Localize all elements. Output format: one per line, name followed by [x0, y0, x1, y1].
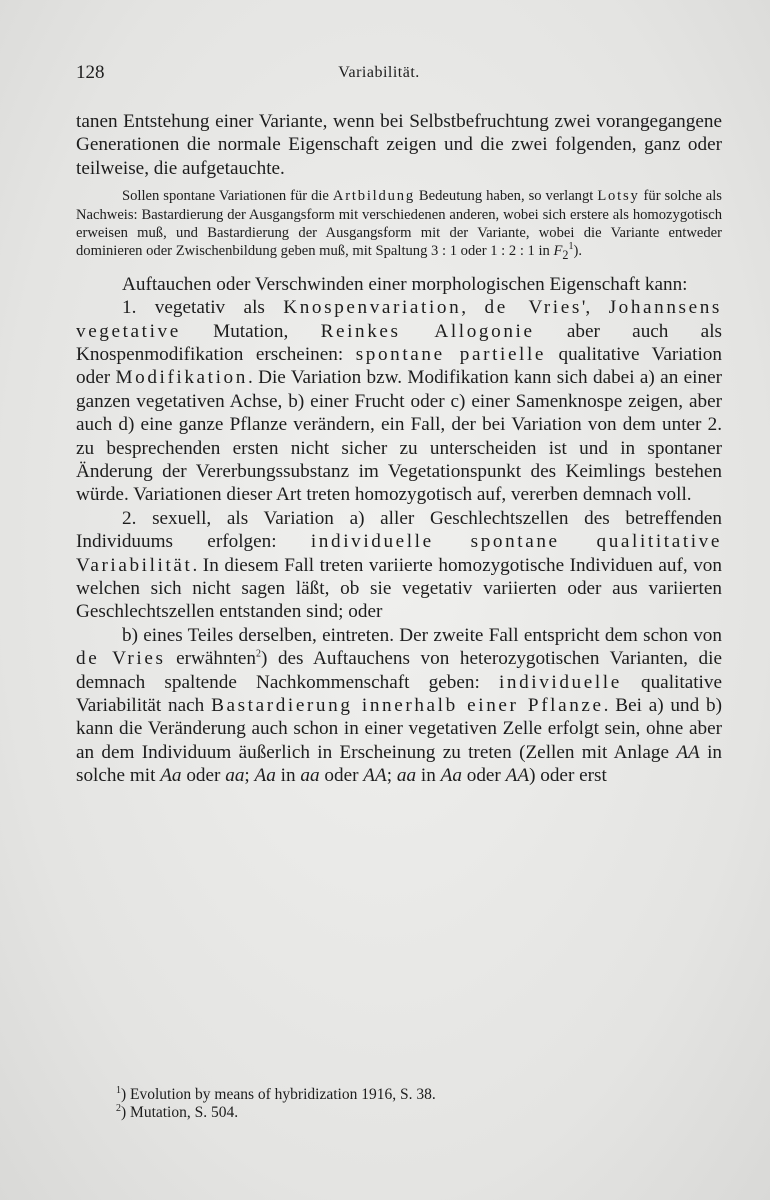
- footnotes: [116, 1086, 716, 1122]
- small-print-paragraph: Sollen spontane Variationen für die Artbildung Bedeutung haben, so verlangt Lotsy für solche als Nachweis: Bastardierung der Ausgangsform mit verschiedenen anderen, wobei sich erstere als homozygotisch erweisen muß, und Bastardierung der Ausgangsform mit der Variante, wobei die Variante entweder dominieren oder Zwischenbildung geben muß, mit Spaltung 3 : 1 oder 1 : 2 : 1 in $F_2^1$).: [76, 188, 722, 263]
- paragraph-sexuell: 2. sexuell, als Variation a) aller Geschlechtszellen des betreffenden Individuums erfolgen: individuelle spontane qualititative Variabilität. In diesem Fall treten variierte homozygotische Individuen auf, von welchen sich nicht sagen läßt, ob sie vegetativ variierten oder aus variierten Geschlechtszellen entstanden sind; oder: [76, 507, 722, 623]
- footnote-ref-1: 1: [568, 241, 574, 253]
- footnote-ref-2: 2: [256, 648, 261, 660]
- footnote-1: $^1$) Evolution by means of hybridization 1916, S. 38.: [116, 1084, 436, 1103]
- page-header: [76, 62, 722, 90]
- running-title: Variabilität.: [338, 64, 420, 81]
- paragraph-intro: Auftauchen oder Verschwinden einer morphologischen Eigenschaft kann:: [122, 273, 688, 295]
- page-number: 128: [76, 62, 105, 83]
- footnote-2: $^2$) Mutation, S. 504.: [116, 1102, 239, 1121]
- paragraph-continuation: tanen Entstehung einer Variante, wenn bei Selbstbefruchtung zwei vorangegangene Generationen die normale Eigenschaft zeigen und die zwei folgenden, ganz oder teilweise, die aufgetauchte.: [76, 111, 722, 179]
- paragraph-teil: b) eines Teiles derselben, eintreten. Der zweite Fall entspricht dem schon von de Vries erwähnten$^2$) des Auftauchens von heterozygotischen Varianten, die demnach spaltende Nachkommenschaft geben: individuelle qualitative Variabilität nach Bastardierung innerhalb einer Pflanze. Bei a) und b) kann die Veränderung auch schon in einer vegetativen Zelle erfolgt sein, ohne aber an dem Individuum äußerlich in Erscheinung zu treten (Zellen mit Anlage AA in solche mit Aa oder aa; Aa in aa oder AA; aa in Aa oder AA) oder erst: [76, 624, 722, 787]
- body-text: [76, 110, 722, 788]
- paragraph-vegetativ: 1. vegetativ als Knospenvariation, de Vries', Johannsens vegetative Mutation, Reinkes Allogonie aber auch als Knospenmodifikation erscheinen: spontane partielle qualitative Variation oder Modifikation. Die Variation bzw. Modifikation kann sich dabei a) an einer ganzen vegetativen Achse, b) einer Frucht oder c) einer Samenknospe zeigen, aber auch d) eine ganze Pflanze verändern, ein Fall, der bei Variation von dem unter 2. zu besprechenden ersten nicht sicher zu unterscheiden ist und in spontaner Änderung der Vererbungssubstanz im Vegetationspunkt des Keimlings bestehen würde. Variationen dieser Art treten homozygotisch auf, vererben demnach voll.: [76, 297, 722, 506]
